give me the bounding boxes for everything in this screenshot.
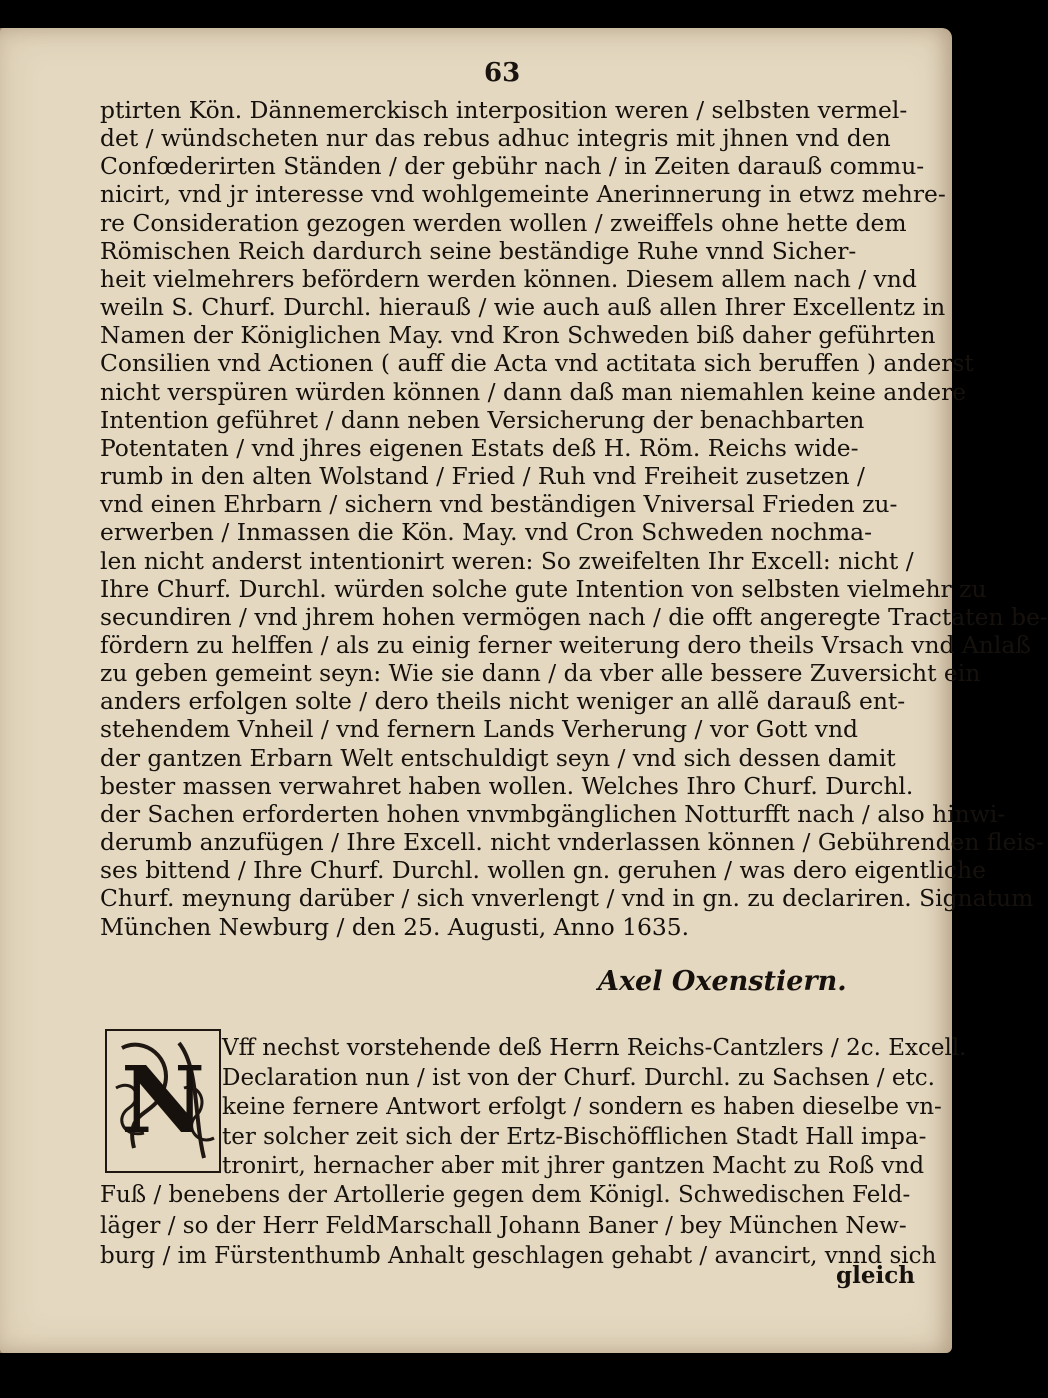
text-line: Declaration nun / ist von der Churf. Durchl. zu Sachsen / etc. — [222, 1064, 935, 1091]
text-line: Namen der Königlichen May. vnd Kron Schweden biß daher geführten — [100, 321, 936, 350]
text-line: nicht verspüren würden können / dann daß man niemahlen keine andere — [100, 377, 967, 406]
page-number: 63 — [484, 58, 521, 88]
text-line: Vff nechst vorstehende deß Herrn Reichs-Cantzlers / 2c. Excell. — [222, 1035, 967, 1061]
text-line: zu geben gemeint seyn: Wie sie dann / da vber alle bessere Zuversicht ein — [100, 659, 981, 688]
text-line: stehendem Vnheil / vnd fernern Lands Verherung / vor Gott vnd — [100, 715, 859, 744]
text-line: ter solcher zeit sich der Ertz-Bischöfflichen Stadt Hall impa- — [222, 1123, 927, 1150]
decorated-initial-n — [104, 1028, 222, 1174]
text-line: Ihre Churf. Durchl. würden solche gute Intention von selbsten vielmehr zu — [100, 574, 987, 603]
text-line: der gantzen Erbarn Welt entschuldigt seyn / vnd sich dessen damit — [100, 743, 896, 772]
text-line: burg / im Fürstenthumb Anhalt geschlagen gehabt / avancirt, vnnd sich — [100, 1243, 937, 1269]
text-line: Intention geführet / dann neben Versicherung der benachbarten — [100, 405, 865, 434]
text-line: fördern zu helffen / als zu einig ferner weiterung dero theils Vrsach vnd Anlaß — [100, 630, 1031, 659]
text-line: len nicht anderst intentionirt weren: So zweifelten Ihr Excell: nicht / — [100, 546, 914, 575]
text-line: München Newburg / den 25. Augusti, Anno 1635. — [100, 912, 690, 941]
text-line: tronirt, hernacher aber mit jhrer gantzen Macht zu Roß vnd — [222, 1153, 925, 1179]
text-line: der Sachen erforderten hohen vnvmbgänglichen Notturfft nach / also hinwi- — [100, 799, 1006, 828]
text-line: läger / so der Herr FeldMarschall Johann Baner / bey München New- — [100, 1212, 907, 1239]
text-line: derumb anzufügen / Ihre Excell. nicht vnderlassen können / Gebührenden fleis- — [100, 828, 1044, 857]
text-line: weiln S. Churf. Durchl. hierauß / wie auch auß allen Ihrer Excellentz in — [100, 293, 946, 322]
second-paragraph-indented — [222, 1034, 967, 1182]
text-line: nicirt, vnd jr interesse vnd wohlgemeinte Anerinnerung in etwz mehre- — [100, 180, 946, 209]
text-line: ptirten Kön. Dännemerckisch interposition weren / selbsten vermel- — [100, 96, 908, 124]
main-paragraph — [100, 96, 1048, 941]
catchword: gleich — [836, 1262, 915, 1289]
text-line: re Consideration gezogen werden wollen / zweiffels ohne hette dem — [100, 208, 907, 237]
text-line: Confœderirten Ständen / der gebühr nach / in Zeiten darauß commu- — [100, 152, 925, 181]
second-paragraph — [100, 1180, 937, 1272]
text-line: secundiren / vnd jhrem hohen vermögen nach / die offt angeregte Tractaten be- — [100, 602, 1048, 631]
signature-axel-oxenstiern: Axel Oxenstiern. — [598, 966, 847, 997]
text-line: rumb in den alten Wolstand / Fried / Ruh vnd Freiheit zusetzen / — [100, 462, 865, 491]
text-line: erwerben / Inmassen die Kön. May. vnd Cron Schweden nochma- — [100, 518, 873, 547]
text-line: Potentaten / vnd jhres eigenen Estats deß H. Röm. Reichs wide- — [100, 433, 859, 462]
text-line: Churf. meynung darüber / sich vnverlengt / vnd in gn. zu declariren. Signatum — [100, 884, 1034, 913]
text-line: Fuß / benebens der Artollerie gegen dem Königl. Schwedischen Feld- — [100, 1182, 911, 1208]
text-line: det / wündscheten nur das rebus adhuc integris mit jhnen vnd den — [100, 124, 891, 153]
text-line: Römischen Reich dardurch seine beständige Ruhe vnnd Sicher- — [100, 236, 857, 265]
text-line: bester massen verwahret haben wollen. Welches Ihro Churf. Durchl. — [100, 771, 914, 800]
initial-letter: N — [120, 1046, 206, 1154]
text-line: Consilien vnd Actionen ( auff die Acta vnd actitata sich beruffen ) anderst — [100, 349, 974, 378]
text-line: anders erfolgen solte / dero theils nicht weniger an allẽ darauß ent- — [100, 687, 906, 716]
text-line: keine fernere Antwort erfolgt / sondern es haben dieselbe vn- — [222, 1094, 942, 1120]
text-line: ses bittend / Ihre Churf. Durchl. wollen gn. geruhen / was dero eigentliche — [100, 856, 986, 885]
text-line: vnd einen Ehrbarn / sichern vnd beständigen Vniversal Frieden zu- — [100, 490, 898, 519]
text-line: heit vielmehrers befördern werden können. Diesem allem nach / vnd — [100, 264, 917, 293]
